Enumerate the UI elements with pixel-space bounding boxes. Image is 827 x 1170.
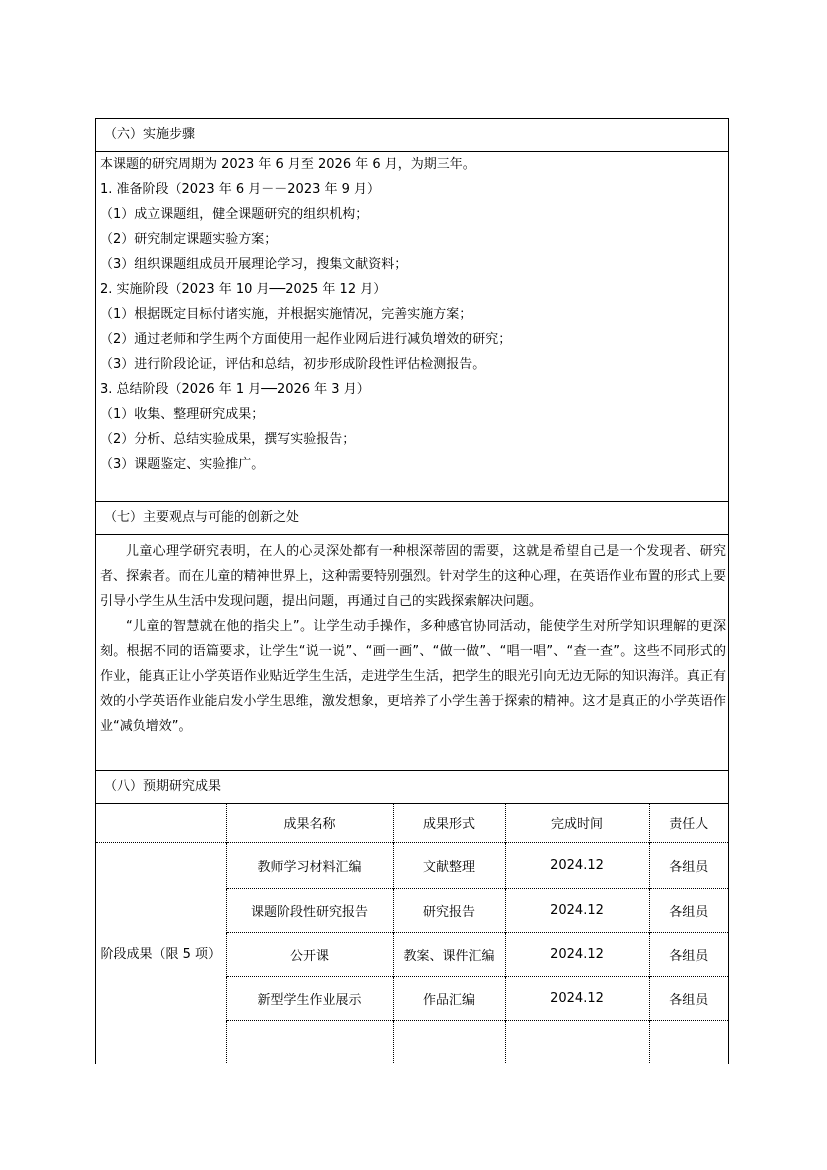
text-line: （1）根据既定目标付诸实施，并根据实施情况，完善实施方案； (100, 307, 473, 322)
section-body (95, 152, 729, 502)
column-header: 完成时间 (505, 804, 649, 842)
table-cell: 公开课 (226, 932, 393, 976)
text-line: 1. 准备阶段（2023 年 6 月－－2023 年 9 月） (100, 182, 381, 197)
table-cell: 2024.12 (505, 888, 649, 932)
text-line: 3. 总结阶段（2026 年 1 月──2026 年 3 月） (100, 382, 370, 397)
text-line: 2. 实施阶段（2023 年 10 月──2025 年 12 月） (100, 282, 387, 297)
section-header: （八）预期研究成果 (104, 779, 222, 794)
table-cell (505, 1020, 649, 1063)
column-header: 成果名称 (226, 804, 393, 842)
text-line: 本课题的研究周期为 2023 年 6 月至 2026 年 6 月，为期三年。 (100, 157, 476, 172)
table-cell: 2024.12 (505, 932, 649, 976)
section-body (95, 535, 729, 771)
empty-cell (96, 804, 226, 842)
table-cell: 作品汇编 (393, 976, 505, 1020)
table-cell: 教案、课件汇编 (393, 932, 505, 976)
table-cell: 研究报告 (393, 888, 505, 932)
text-line: （2）通过老师和学生两个方面使用一起作业网后进行减负增效的研究； (100, 332, 512, 347)
section-header: （六）实施步骤 (104, 127, 196, 142)
table-cell: 课题阶段性研究报告 (226, 888, 393, 932)
results-table-container (95, 804, 729, 1064)
table-cell (226, 1020, 393, 1063)
column-header: 成果形式 (393, 804, 505, 842)
table-cell: 2024.12 (505, 842, 649, 888)
paragraph: 儿童心理学研究表明，在人的心灵深处都有一种根深蒂固的需要，这就是希望自己是一个发现者、研究者、探索者。而在儿童的精神世界上，这种需要特别强烈。针对学生的这种心理，在英语作业布置的形式上要引导小学生从生活中发现问题，提出问题，再通过自己的实践探索解决问题。 (100, 544, 726, 609)
table-cell: 新型学生作业展示 (226, 976, 393, 1020)
row-label: 阶段成果（限 5 项） (96, 842, 226, 1063)
table-cell: 文献整理 (393, 842, 505, 888)
table-cell: 各组员 (649, 976, 728, 1020)
text-line: （3）组织课题组成员开展理论学习，搜集文献资料； (100, 257, 408, 272)
text-line: （1）成立课题组，健全课题研究的组织机构； (100, 207, 369, 222)
section-expected-results (95, 771, 729, 804)
text-line: （2）研究制定课题实验方案； (100, 232, 278, 247)
table-cell: 教师学习材料汇编 (226, 842, 393, 888)
table-cell: 各组员 (649, 888, 728, 932)
table-cell (393, 1020, 505, 1063)
table-cell (649, 1020, 728, 1063)
section-implementation-steps (95, 118, 729, 152)
text-line: （3）课题鉴定、实验推广。 (100, 457, 265, 472)
table-cell: 各组员 (649, 842, 728, 888)
column-header: 责任人 (649, 804, 728, 842)
results-table (96, 804, 728, 1063)
table-row (96, 842, 728, 888)
document-page (95, 118, 729, 1064)
table-cell: 各组员 (649, 932, 728, 976)
text-line: （2）分析、总结实验成果，撰写实验报告； (100, 432, 356, 447)
paragraph: “儿童的智慧就在他的指尖上”。让学生动手操作，多种感官协同活动，能使学生对所学知识理解的更深刻。根据不同的语篇要求，让学生“说一说”、“画一画”、“做一做”、“唱一唱”、“查一查”。这些不同形式的作业，能真正让小学英语作业贴近学生生活，走进学生生活，把学生的眼光引向无边无际的知识海洋。真正有效的小学英语作业能启发小学生思维，激发想象，更培养了小学生善于探索的精神。这才是真正的小学英语作业“减负增效”。 (100, 619, 726, 734)
text-line: （1）收集、整理研究成果； (100, 407, 265, 422)
section-header: （七）主要观点与可能的创新之处 (104, 510, 300, 525)
table-header-row (96, 804, 728, 842)
section-main-viewpoints (95, 502, 729, 535)
table-cell: 2024.12 (505, 976, 649, 1020)
text-line: （3）进行阶段论证，评估和总结，初步形成阶段性评估检测报告。 (100, 357, 486, 372)
